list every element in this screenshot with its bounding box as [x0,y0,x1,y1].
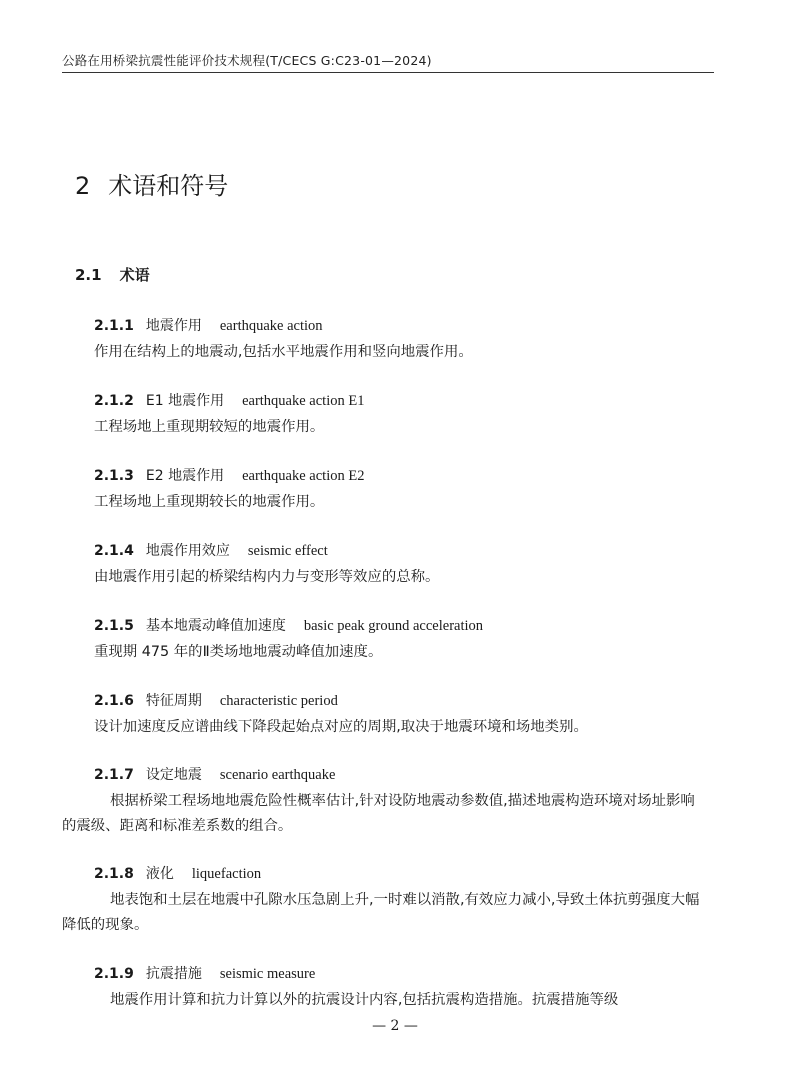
term-chinese: E2 地震作用 [145,468,225,484]
term-2-1-9 [94,962,714,1013]
term-number: 2.1.2 [94,393,134,409]
term-heading [94,962,714,986]
term-2-1-2 [94,389,714,440]
term-definition: 作用在结构上的地震动,包括水平地震作用和竖向地震作用。 [94,344,473,360]
term-2-1-6 [94,689,714,740]
running-header: 公路在用桥梁抗震性能评价技术规程(T/CECS G:C23-01—2024) [62,53,432,68]
term-2-1-1 [94,314,714,365]
term-english: characteristic period [219,693,338,709]
term-english: scenario earthquake [219,767,336,783]
term-english: basic peak ground acceleration [303,618,484,634]
term-number: 2.1.6 [94,693,134,709]
term-english: seismic effect [247,543,328,559]
term-english: seismic measure [219,966,316,982]
term-number: 2.1.3 [94,468,134,484]
term-number: 2.1.7 [94,767,134,783]
term-chinese: 基本地震动峰值加速度 [145,618,286,634]
section-number: 2.1 [75,266,102,284]
term-chinese: 液化 [145,866,174,882]
term-number: 2.1.8 [94,866,134,882]
term-english: liquefaction [191,866,262,882]
term-2-1-3 [94,464,714,515]
term-2-1-5 [94,614,714,665]
term-definition: 由地震作用引起的桥梁结构内力与变形等效应的总称。 [94,569,440,585]
chapter-number: 2 [75,172,91,200]
term-chinese: 设定地震 [145,767,202,783]
term-heading [94,862,714,886]
term-chinese: E1 地震作用 [145,393,225,409]
section-title [75,264,150,285]
term-2-1-7 [62,763,714,839]
term-heading [94,763,714,787]
term-heading [94,614,714,638]
term-chinese: 地震作用 [145,318,202,334]
term-english: earthquake action [219,318,323,334]
term-definition: 设计加速度反应谱曲线下降段起始点对应的周期,取决于地震环境和场地类别。 [94,719,588,735]
term-english: earthquake action E2 [242,468,365,484]
term-definition: 工程场地上重现期较短的地震作用。 [94,419,325,435]
term-heading [94,539,714,563]
term-definition: 工程场地上重现期较长的地震作用。 [94,494,325,510]
term-chinese: 特征周期 [145,693,202,709]
term-number: 2.1.5 [94,618,134,634]
chapter-title [75,166,228,201]
page-number: — 2 — [372,1018,418,1034]
term-definition: 地震作用计算和抗力计算以外的抗震设计内容,包括抗震构造措施。抗震措施等级 [110,992,619,1008]
term-heading [94,689,714,713]
chapter-name: 术语和符号 [108,172,229,200]
term-number: 2.1.1 [94,318,134,334]
term-definition: 根据桥梁工程场地地震危险性概率估计,针对设防地震动参数值,描述地震构造环境对场址影响的震级、距离和标准差系数的组合。 [62,793,695,834]
term-heading [94,314,714,338]
section-name: 术语 [119,266,150,284]
term-number: 2.1.4 [94,543,134,559]
term-heading [94,464,714,488]
term-chinese: 地震作用效应 [145,543,230,559]
term-heading [94,389,714,413]
term-chinese: 抗震措施 [145,966,202,982]
term-number: 2.1.9 [94,966,134,982]
term-definition: 地表饱和土层在地震中孔隙水压急剧上升,一时难以消散,有效应力减小,导致土体抗剪强度大幅降低的现象。 [62,892,700,933]
term-2-1-8 [62,862,714,938]
term-2-1-4 [94,539,714,590]
term-definition: 重现期 475 年的Ⅱ类场地地震动峰值加速度。 [94,644,383,660]
header-rule [62,72,714,73]
term-english: earthquake action E1 [242,393,365,409]
